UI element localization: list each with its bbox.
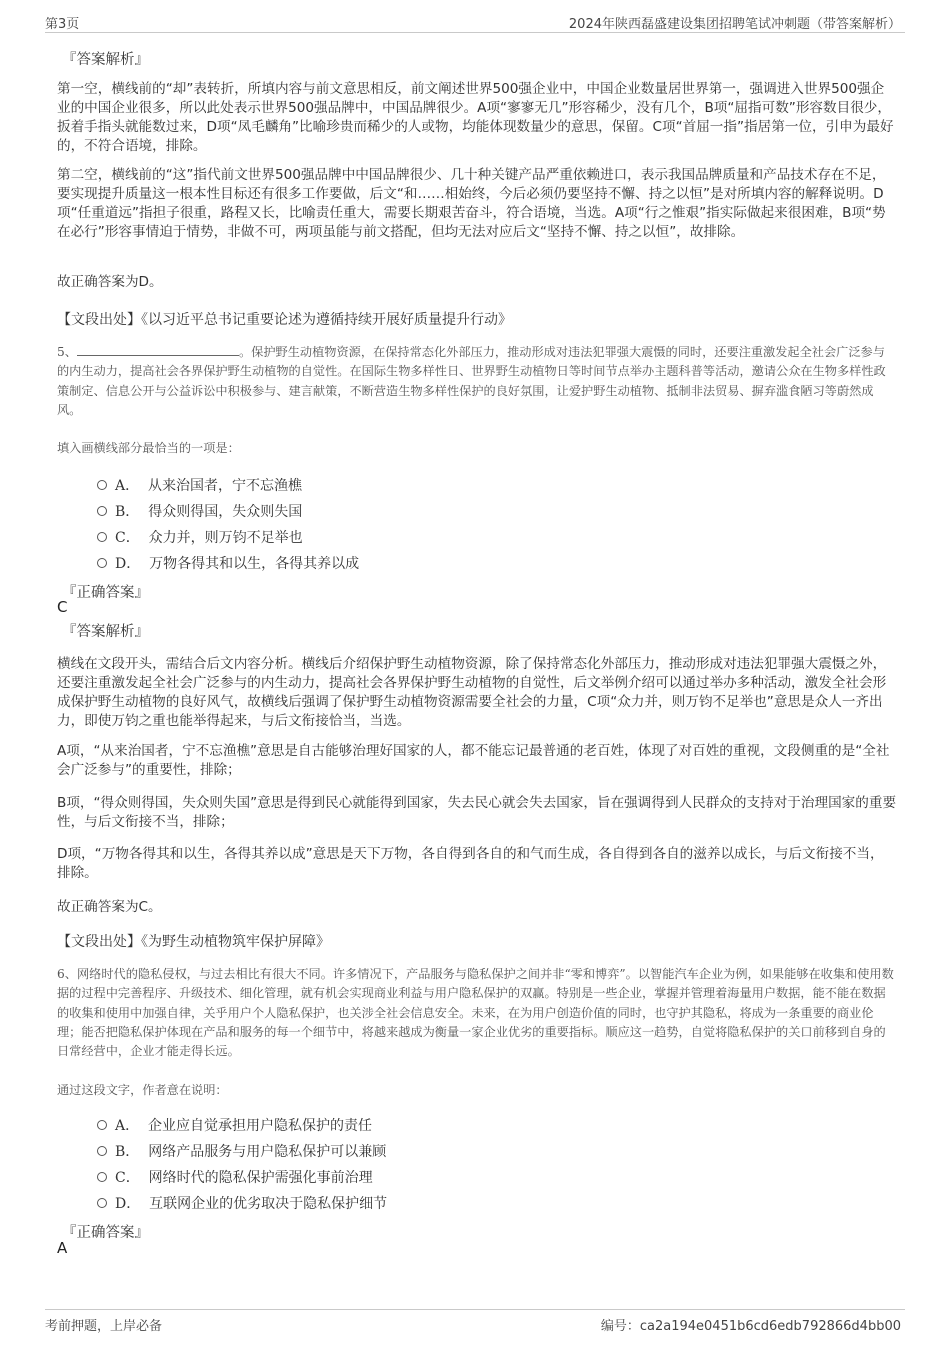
page-footer <box>45 1309 905 1336</box>
question-number: 5、 <box>57 345 77 359</box>
footer-slogan: 考前押题，上岸必备 <box>45 1319 163 1334</box>
page-number: 第3页 <box>45 17 80 32</box>
radio-icon[interactable] <box>97 1146 107 1156</box>
question-prompt: 填入画横线部分最恰当的一项是： <box>57 441 240 455</box>
question-prompt: 通过这段文字，作者意在说明： <box>57 1083 228 1097</box>
fill-blank <box>77 344 239 356</box>
radio-icon[interactable] <box>97 480 107 490</box>
analysis-paragraph: D项，“万物各得其和以生，各得其养以成”意思是天下万物，各自得到各自的和气而生成，各自得到各自的滋养以成长，与后文衔接不当，排除。 <box>57 846 884 881</box>
document-title: 2024年陕西磊盛建设集团招聘笔试冲刺题（带答案解析） <box>568 17 901 32</box>
analysis-paragraph: 横线在文段开头，需结合后文内容分析。横线后介绍保护野生动植物资源，除了保持常态化外部压力，推动形成对违法犯罪强大震慑之外，还要注重激发起全社会广泛参与的内生动力，提高社会各界保护野生动植物的自觉性，后文举例介绍可以通过举办多种活动，激发全社会形成保护野生动植物的良好风气，故横线后强调了保护野生动植物资源需要全社会的力量，C项“众力并，则万钧不足举也”意思是众人一齐出力，即使万钧之重也能举得起来，与后文衔接恰当，当选。 <box>57 656 887 729</box>
page-header <box>45 10 905 33</box>
analysis-paragraph: B项，“得众则得国，失众则失国”意思是得到民心就能得到国家，失去民心就会失去国家，旨在强调得到人民群众的支持对于治理国家的重要性，与后文衔接不当，排除； <box>57 795 897 830</box>
analysis-conclusion: 故正确答案为D。 <box>57 274 163 290</box>
question-6-stem: 6、网络时代的隐私侵权，与过去相比有很大不同。许多情况下，产品服务与隐私保护之间并非“零和博弈”。以智能汽车企业为例，如果能够在收集和使用数据的过程中完善程序、升级技术、细化管理，就有机会实现商业利益与用户隐私保护的双赢。特别是一些企业，掌握并管理着海量用户数据，能不能在数据的收集和使用中加强自律，关乎用户个人隐私保护，也关涉全社会信息安全。未来，在为用户创造价值的同时，也守护其隐私，将成为一条重要的商业伦理；能否把隐私保护体现在产品和服务的每一个细节中，将越来越成为衡量一家企业优劣的重要指标。顺应这一趋势，自觉将隐私保护的关口前移到自身的日常经营中，企业才能走得长远。 <box>57 967 894 1059</box>
radio-icon[interactable] <box>97 532 107 542</box>
analysis-paragraph: A项，“从来治国者，宁不忘渔樵”意思是自古能够治理好国家的人，都不能忘记最普通的老百姓，体现了对百姓的重视，文段侧重的是“全社会广泛参与”的重要性，排除； <box>57 743 890 778</box>
correct-answer: C <box>57 598 68 616</box>
source-line: 【文段出处】《为野生动植物筑牢保护屏障》 <box>57 934 330 950</box>
source-line: 【文段出处】《以习近平总书记重要论述为遵循持续开展好质量提升行动》 <box>57 312 512 328</box>
radio-icon[interactable] <box>97 1120 107 1130</box>
radio-icon[interactable] <box>97 1172 107 1182</box>
document-code: 编号：ca2a194e0451b6cd6edb792866d4bb00 <box>600 1319 901 1334</box>
analysis-label: 『答案解析』 <box>62 624 149 640</box>
analysis-label: 『答案解析』 <box>62 52 149 68</box>
correct-answer-label: 『正确答案』 <box>62 585 149 601</box>
correct-answer: A <box>57 1239 68 1257</box>
analysis-paragraph: 第二空，横线前的“这”指代前文世界500强品牌中中国品牌很少、几十种关键产品严重依赖进口，表示我国品牌质量和产品技术存在不足，要实现提升质量这一根本性目标还有很多工作要做，后文“和……相始终，今后必须仍要坚持不懈、持之以恒”是对所填内容的解释说明。D项“任重道远”指担子很重，路程又长，比喻责任重大，需要长期艰苦奋斗，符合语境，当选。A项“行之惟艰”指实际做起来很困难，B项“势在必行”形容事情迫于情势，非做不可，两项虽能与前文搭配，但均无法对应后文“坚持不懈、持之以恒”，故排除。 <box>57 167 886 240</box>
analysis-paragraph: 第一空，横线前的“却”表转折，所填内容与前文意思相反，前文阐述世界500强企业中，中国企业数量居世界第一，强调进入世界500强企业的中国企业很多，所以此处表示世界500强品牌中，中国品牌很少。A项“寥寥无几”形容稀少，没有几个，B项“屈指可数”形容数目很少，扳着手指头就能数过来，D项“凤毛麟角”比喻珍贵而稀少的人或物，均能体现数量少的意思，保留。C项“首屈一指”指居第一位，引申为最好的，不符合语境，排除。 <box>57 81 894 154</box>
correct-answer-label: 『正确答案』 <box>62 1225 149 1241</box>
radio-icon[interactable] <box>97 506 107 516</box>
radio-icon[interactable] <box>97 1198 107 1208</box>
radio-icon[interactable] <box>97 558 107 568</box>
question-5-stem: 5、 。保护野生动植物资源，在保持常态化外部压力，推动形成对违法犯罪强大震慑的同时，还要注重激发起全社会广泛参与的内生动力，提高社会各界保护野生动植物的自觉性。在国际生物多样性日、世界野生动植物日等时间节点举办主题科普等活动，邀请公众在生物多样性政策制定、信息公开与公益诉讼中积极参与、建言献策，不断营造生物多样性保护的良好氛围，让爱护野生动植物、抵制非法贸易、摒弃滥食陋习等蔚然成风。 <box>57 345 886 417</box>
analysis-conclusion: 故正确答案为C。 <box>57 899 162 915</box>
